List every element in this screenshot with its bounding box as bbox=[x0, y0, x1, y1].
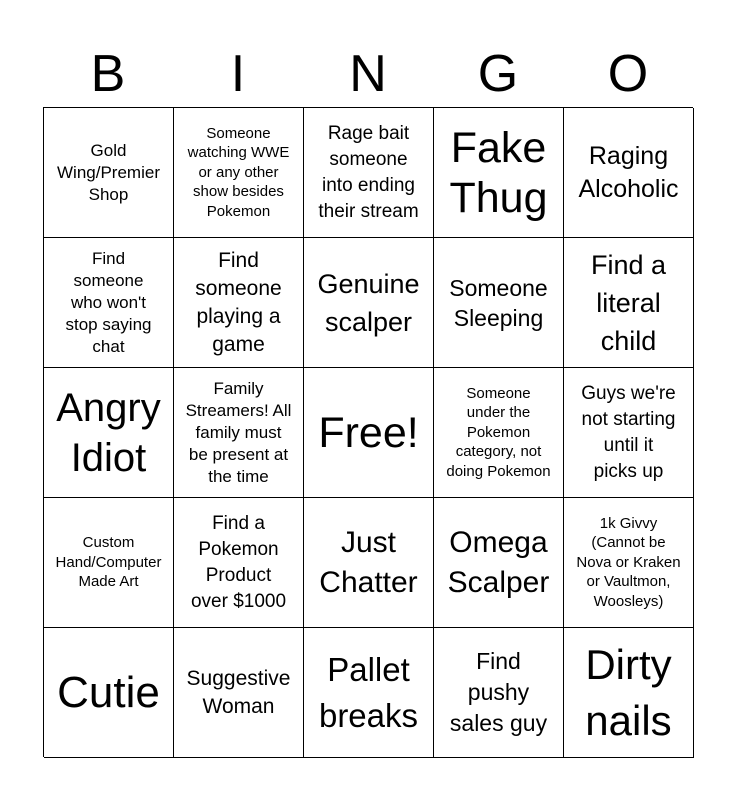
header-letter-n: N bbox=[349, 45, 387, 103]
cell-text: Someone Sleeping bbox=[449, 274, 548, 331]
cell-text: Custom Hand/Computer Made Art bbox=[55, 534, 162, 591]
header-letter-i: I bbox=[230, 45, 246, 103]
bingo-cell[interactable] bbox=[434, 108, 564, 238]
bingo-board bbox=[43, 107, 693, 757]
bingo-cell[interactable] bbox=[174, 498, 304, 628]
bingo-cell[interactable] bbox=[564, 108, 694, 238]
cell-text: Omega Scalper bbox=[447, 525, 550, 599]
bingo-cell[interactable] bbox=[44, 498, 174, 628]
bingo-cell[interactable] bbox=[304, 108, 434, 238]
bingo-cell[interactable] bbox=[564, 628, 694, 758]
cell-text: Suggestive Woman bbox=[186, 666, 291, 718]
bingo-cell[interactable] bbox=[304, 238, 434, 368]
bingo-cell[interactable] bbox=[44, 108, 174, 238]
cell-text: Someone watching WWE or any other show besides Pokemon bbox=[187, 124, 290, 220]
bingo-cell[interactable] bbox=[564, 368, 694, 498]
bingo-cell[interactable] bbox=[304, 628, 434, 758]
cell-text: Someone under the Pokemon category, not doing Pokemon bbox=[446, 384, 551, 480]
cell-text: Fake Thug bbox=[449, 123, 548, 222]
cell-text: Guys we're not starting until it picks up bbox=[581, 382, 676, 482]
bingo-cell[interactable] bbox=[434, 238, 564, 368]
bingo-cell[interactable] bbox=[434, 368, 564, 498]
cell-text: Just Chatter bbox=[319, 525, 418, 599]
cell-text: Free! bbox=[318, 408, 419, 457]
header-letter-g: G bbox=[477, 45, 519, 103]
cell-text: Find a Pokemon Product over $1000 bbox=[190, 512, 287, 612]
bingo-cell[interactable] bbox=[564, 238, 694, 368]
header-letter-b: B bbox=[90, 45, 126, 103]
bingo-cell[interactable] bbox=[174, 108, 304, 238]
bingo-header bbox=[43, 44, 693, 104]
cell-text: Family Streamers! All family must be present at the time bbox=[185, 378, 292, 486]
cell-text: Pallet breaks bbox=[318, 650, 419, 734]
bingo-cell[interactable] bbox=[174, 238, 304, 368]
cell-text: Rage bait someone into ending their stream bbox=[318, 122, 419, 222]
cell-text: Angry Idiot bbox=[56, 385, 161, 480]
cell-text: Find someone playing a game bbox=[195, 248, 282, 356]
cell-text: 1k Givvy (Cannot be Nova or Kraken or Vaultmon, Woosleys) bbox=[576, 514, 681, 610]
cell-text: Find pushy sales guy bbox=[449, 648, 548, 736]
bingo-cell[interactable] bbox=[304, 498, 434, 628]
bingo-cell[interactable] bbox=[44, 368, 174, 498]
cell-text: Raging Alcoholic bbox=[578, 141, 679, 203]
cell-text: Find a literal child bbox=[590, 249, 667, 356]
cell-text: Genuine scalper bbox=[317, 268, 420, 337]
bingo-cell[interactable] bbox=[174, 368, 304, 498]
cell-text: Dirty nails bbox=[585, 640, 672, 744]
bingo-cell-free[interactable] bbox=[304, 368, 434, 498]
bingo-cell[interactable] bbox=[564, 498, 694, 628]
bingo-cell[interactable] bbox=[434, 498, 564, 628]
bingo-cell[interactable] bbox=[44, 238, 174, 368]
cell-text: Gold Wing/Premier Shop bbox=[57, 140, 160, 204]
bingo-cell[interactable] bbox=[434, 628, 564, 758]
cell-text: Cutie bbox=[57, 667, 160, 717]
bingo-cell[interactable] bbox=[174, 628, 304, 758]
bingo-cell[interactable] bbox=[44, 628, 174, 758]
cell-text: Find someone who won't stop saying chat bbox=[65, 248, 152, 356]
header-letter-o: O bbox=[607, 45, 649, 103]
